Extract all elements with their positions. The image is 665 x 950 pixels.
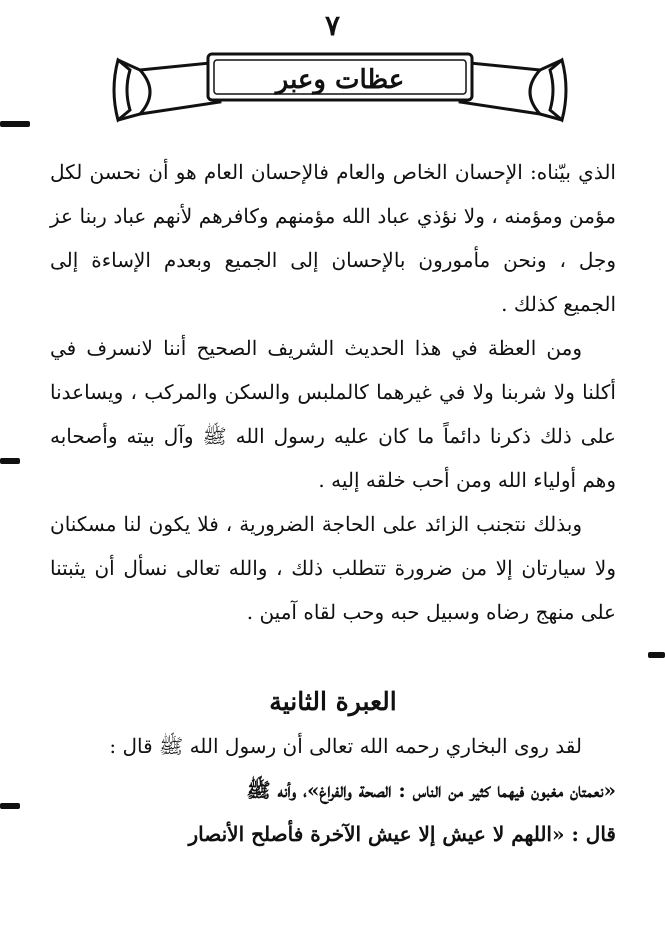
section-heading: العبرة الثانية — [269, 687, 397, 716]
paragraph-1: الذي بيّناه: الإحسان الخاص والعام فالإحسان العام هو أن نحسن لكل مؤمن ومؤمنه ، ولا نؤذي عباد الله مؤمنهم وكافرهم لأنهم عباد ربنا عز وجل ، ونحن مأمورون بالإحسان إلى الجميع وبعدم الإساءة إلى الجميع كذلك . — [50, 160, 616, 316]
banner-title: عظات وعبر — [275, 65, 405, 95]
margin-mark-top — [0, 121, 30, 127]
body-text-section-1 — [50, 150, 616, 634]
paragraph-3: وبذلك نتجنب الزائد على الحاجة الضرورية ، فلا يكون لنا مسكنان ولا سيارتان إلا من ضرورة تتطلب ذلك ، والله تعالى نسأل أن يثبتنا على منهج رضاه وسبيل حبه وحب لقاه آمين . — [50, 512, 616, 624]
page-number: ٧ — [324, 9, 341, 42]
intro-line: لقد روى البخاري رحمه الله تعالى أن رسول الله ﷺ قال : — [109, 734, 582, 758]
paragraph-2: ومن العظة في هذا الحديث الشريف الصحيح أننا لانسرف في أكلنا ولا شربنا ولا في غيرهما كالملبس والسكن والمركب ، ويساعدنا على ذلك ذكرنا دائماً ما كان عليه رسول الله ﷺ وآل بيته وأصحابه وهم أولياء الله ومن أحب خلقه إليه . — [50, 336, 616, 492]
margin-mark-middle — [0, 458, 20, 464]
last-line: قال : «اللهم لا عيش إلا عيش الآخرة فأصلح الأنصار — [188, 822, 616, 846]
margin-mark-bottom — [0, 803, 20, 809]
margin-mark-right — [648, 652, 665, 658]
hadith-line: «نعمتان مغبون فيهما كثير من الناس : الصحة والفراغ»، وأنه ﷺ — [246, 778, 616, 802]
body-text-section-2 — [50, 724, 616, 856]
